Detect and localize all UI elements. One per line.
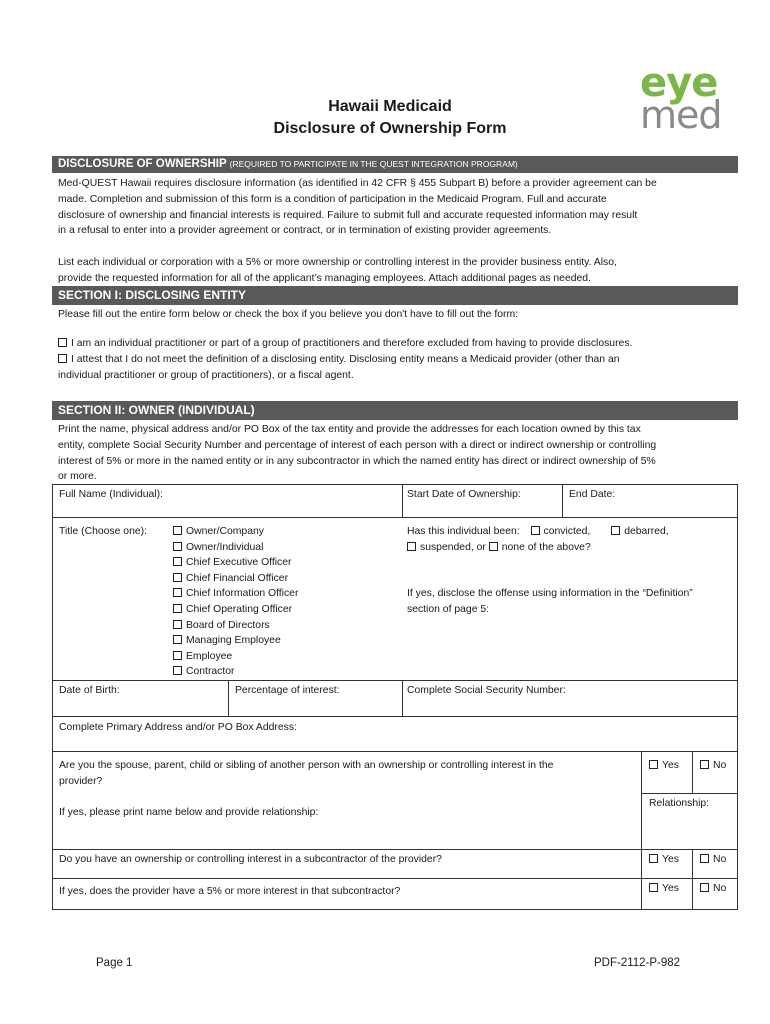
been-question-cont xyxy=(407,540,591,556)
title-checkbox[interactable] xyxy=(173,588,182,597)
title-option: Chief Executive Officer xyxy=(173,555,298,571)
logo-med-text: med xyxy=(640,93,722,137)
percent-label: Percentage of interest: xyxy=(235,685,340,696)
section1-header: SECTION I: DISCLOSING ENTITY xyxy=(58,288,247,302)
disclosure-paragraph-2: List each individual or corporation with a 5% or more ownership or controlling interest in the provider business entity. Also, provide the requested information for all of the applicant’s managing employees. Attach additional pages as needed. xyxy=(58,257,617,284)
section1-option1 xyxy=(58,336,734,352)
form-title xyxy=(200,96,580,140)
grid-line xyxy=(402,680,403,716)
q2-yes-checkbox[interactable] xyxy=(649,854,658,863)
grid-line xyxy=(53,716,737,717)
subcontractor-interest-question: If yes, does the provider have a 5% or more interest in that subcontractor? xyxy=(59,886,401,897)
grid-line xyxy=(692,751,693,793)
title-checkbox[interactable] xyxy=(173,635,182,644)
section2-header: SECTION II: OWNER (INDIVIDUAL) xyxy=(58,403,255,417)
debarred-checkbox[interactable] xyxy=(611,526,620,535)
grid-line xyxy=(53,680,737,681)
q1-yes-checkbox[interactable] xyxy=(649,760,658,769)
grid-line xyxy=(562,485,563,517)
section2-intro: Print the name, physical address and/or PO Box of the tax entity and provide the addresses for each location owned by this tax entity, complete Social Security Number and percentage of interest of each person with a direct or indirect ownership or controlling interest of 5% or more in the named entity or in any subcontractor in which the named entity has direct or indirect ownership of 5% or more. xyxy=(58,424,657,483)
grid-line xyxy=(53,878,737,879)
grid-line xyxy=(692,849,693,910)
q1-no: No xyxy=(700,758,726,774)
relative-followup: If yes, please print name below and provide relationship: xyxy=(59,807,319,818)
logo-eye-text: eye xyxy=(640,60,718,106)
disclosure-header-note: (REQUIRED TO PARTICIPATE IN THE QUEST INTEGRATION PROGRAM) xyxy=(229,159,518,169)
title-option: Board of Directors xyxy=(173,618,298,634)
form-code: PDF-2112-P-982 xyxy=(594,957,681,969)
title-option: Chief Operating Officer xyxy=(173,602,298,618)
title-option: Chief Information Officer xyxy=(173,586,298,602)
title-option: Managing Employee xyxy=(173,633,298,649)
title-checkbox[interactable] xyxy=(173,604,182,613)
suspended-checkbox[interactable] xyxy=(407,542,416,551)
convicted-checkbox[interactable] xyxy=(531,526,540,535)
section1-option2 xyxy=(58,352,734,368)
q3-yes: Yes xyxy=(649,881,679,897)
title-label: Title (Choose one): xyxy=(59,526,147,537)
relationship-label: Relationship: xyxy=(649,798,710,809)
q1-no-checkbox[interactable] xyxy=(700,760,709,769)
grid-line xyxy=(641,793,737,794)
disclosure-paragraph-1: Med-QUEST Hawaii requires disclosure information (as identified in 42 CFR § 455 Subpart B) before a provider agreement can be made. Completion and submission of this form is a condition of participation in the Medicaid Program. Full and accurate disclosure of ownership and financial interests is required. Failure to submit full and accurate requested information may result in a refusal to enter into a provider agreement or contract, or in termination of existing provider agreements. xyxy=(58,178,657,237)
grid-line xyxy=(402,485,403,517)
disclosure-header-bar xyxy=(52,156,738,173)
start-date-label: Start Date of Ownership: xyxy=(407,489,521,500)
title-checkbox[interactable] xyxy=(173,620,182,629)
section2-header-bar xyxy=(52,401,738,420)
suspended-label: suspended, or xyxy=(420,542,486,553)
option1-label: I am an individual practitioner or part of a group of practitioners and therefore excluded from having to provide disclosures. xyxy=(71,338,633,349)
section1-intro: Please fill out the entire form below or check the box if you believe you don't have to fill out the form: xyxy=(58,309,518,320)
q1-yes: Yes xyxy=(649,758,679,774)
none-checkbox[interactable] xyxy=(489,542,498,551)
section1-header-bar xyxy=(52,286,738,305)
convicted-label: convicted, xyxy=(543,526,591,537)
title-option: Owner/Company xyxy=(173,524,298,540)
disclosure-header: DISCLOSURE OF OWNERSHIP xyxy=(58,158,227,170)
title-checkbox[interactable] xyxy=(173,526,182,535)
grid-line xyxy=(53,517,737,518)
title-checkbox[interactable] xyxy=(173,651,182,660)
option2-label: I attest that I do not meet the definition of a disclosing entity. Disclosing entity means a Medicaid provider (other than an xyxy=(71,354,620,365)
ssn-label: Complete Social Security Number: xyxy=(407,685,566,696)
title-option: Employee xyxy=(173,649,298,665)
q2-no-checkbox[interactable] xyxy=(700,854,709,863)
dob-label: Date of Birth: xyxy=(59,685,120,696)
subcontractor-question: Do you have an ownership or controlling interest in a subcontractor of the provider? xyxy=(59,854,442,865)
eyemed-logo xyxy=(640,60,740,137)
address-label: Complete Primary Address and/or PO Box Address: xyxy=(59,722,297,733)
title-option: Contractor xyxy=(173,664,298,680)
q2-no: No xyxy=(700,852,726,868)
page-number: Page 1 xyxy=(96,957,133,969)
title-checkbox[interactable] xyxy=(173,557,182,566)
title-checkbox[interactable] xyxy=(173,666,182,675)
offense-instruction: If yes, disclose the offense using information in the “Definition” section of page 5: xyxy=(407,588,693,615)
title-line2: Disclosure of Ownership Form xyxy=(273,120,507,137)
title-checkbox[interactable] xyxy=(173,573,182,582)
been-label: Has this individual been: xyxy=(407,526,520,537)
title-option: Chief Financial Officer xyxy=(173,571,298,587)
option2-checkbox[interactable] xyxy=(58,354,67,363)
q3-no: No xyxy=(700,881,726,897)
title-checkbox[interactable] xyxy=(173,542,182,551)
debarred-label: debarred, xyxy=(624,526,669,537)
end-date-label: End Date: xyxy=(569,489,616,500)
title-options xyxy=(173,524,298,680)
q2-yes: Yes xyxy=(649,852,679,868)
full-name-label: Full Name (Individual): xyxy=(59,489,163,500)
q3-no-checkbox[interactable] xyxy=(700,883,709,892)
grid-line xyxy=(641,751,642,910)
option1-checkbox[interactable] xyxy=(58,338,67,347)
owner-form-grid xyxy=(52,484,738,910)
relative-question: Are you the spouse, parent, child or sibling of another person with an ownership or controlling interest in the provider? xyxy=(59,760,554,787)
grid-line xyxy=(53,751,737,752)
grid-line xyxy=(228,680,229,716)
none-label: none of the above? xyxy=(501,542,591,553)
grid-line xyxy=(53,849,737,850)
title-line1: Hawaii Medicaid xyxy=(328,98,452,115)
q3-yes-checkbox[interactable] xyxy=(649,883,658,892)
title-option: Owner/Individual xyxy=(173,540,298,556)
section1-option2-cont: individual practitioner or group of practitioners), or a fiscal agent. xyxy=(58,370,354,381)
been-question xyxy=(407,524,669,540)
